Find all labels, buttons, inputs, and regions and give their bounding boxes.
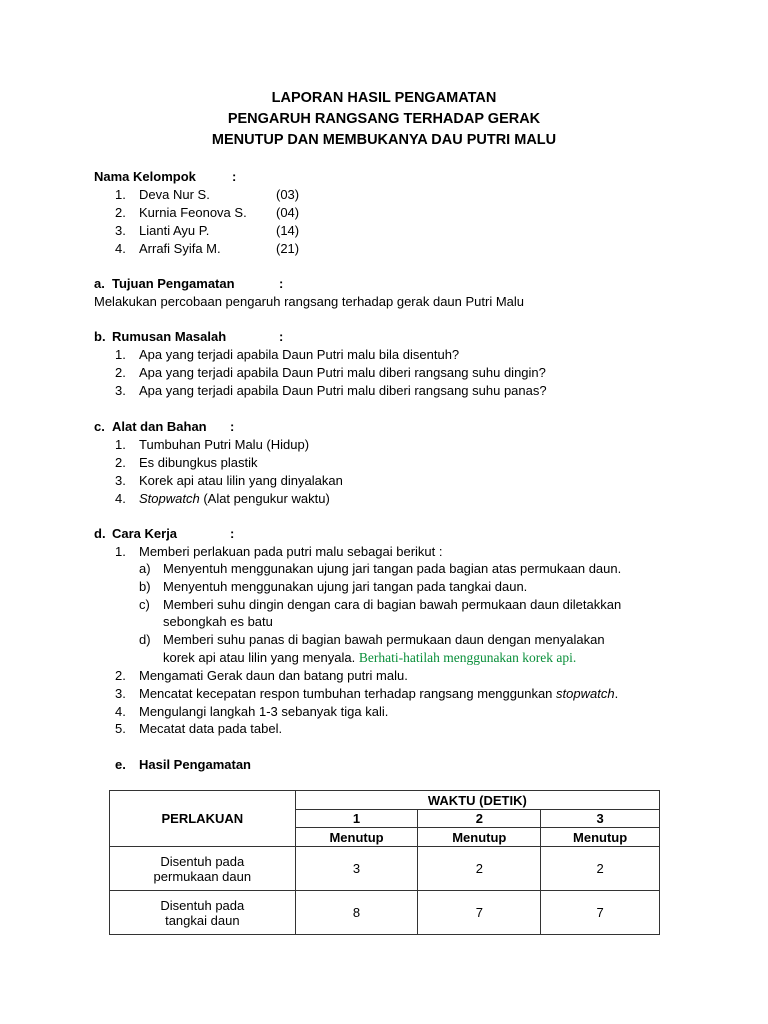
item-number: 3. xyxy=(115,473,126,488)
section-c-colon: : xyxy=(230,419,235,434)
member-2 xyxy=(115,204,247,221)
sub-header: Menutup xyxy=(295,828,418,847)
section-label: Rumusan Masalah xyxy=(112,329,227,344)
member-number: 4. xyxy=(115,241,126,256)
section-a-colon: : xyxy=(279,276,284,291)
member-number: 3. xyxy=(115,223,126,238)
problem-item xyxy=(115,346,459,363)
procedure-substep xyxy=(139,596,621,613)
step-text: Mencatat kecepatan respon tumbuhan terhadap rangsang menggunkan xyxy=(139,686,557,701)
item-text: Apa yang terjadi apabila Daun Putri malu bila disentuh? xyxy=(139,347,460,362)
problem-item xyxy=(115,382,547,399)
substep-marker: c) xyxy=(139,597,150,612)
member-number: 2. xyxy=(115,205,126,220)
trial-header: 1 xyxy=(295,810,418,828)
section-c-heading xyxy=(94,418,207,435)
material-item xyxy=(115,454,258,471)
row-label-line: Disentuh pada xyxy=(160,897,245,913)
step-text: Memberi perlakuan pada putri malu sebagai berikut : xyxy=(139,544,443,559)
warning-note: Berhati-hatilah menggunakan korek api. xyxy=(358,650,577,665)
section-d-colon: : xyxy=(230,526,235,541)
substep-text: Memberi suhu panas di bagian bawah permukaan daun dengan menyalakan xyxy=(163,632,605,647)
section-label: Tujuan Pengamatan xyxy=(112,276,235,291)
member-name: Kurnia Feonova S. xyxy=(139,205,247,220)
section-b-colon: : xyxy=(279,329,284,344)
item-text: Apa yang terjadi apabila Daun Putri malu diberi rangsang suhu dingin? xyxy=(139,365,546,380)
table-cell: 7 xyxy=(418,891,541,935)
member-4-id: (21) xyxy=(276,241,300,256)
member-3-id: (14) xyxy=(276,223,300,238)
section-marker: e. xyxy=(115,757,126,772)
item-number: 2. xyxy=(115,455,126,470)
material-item xyxy=(115,436,309,453)
item-number: 1. xyxy=(115,437,126,452)
substep-text: Memberi suhu dingin dengan cara di bagian bawah permukaan daun diletakkan xyxy=(163,597,622,612)
procedure-step xyxy=(115,543,443,560)
table-row xyxy=(110,891,660,935)
procedure-step xyxy=(115,703,388,720)
problem-item xyxy=(115,364,546,381)
header-waktu: WAKTU (DETIK) xyxy=(295,791,659,810)
section-label: Hasil Pengamatan xyxy=(139,757,251,772)
item-number: 2. xyxy=(115,365,126,380)
section-label: Alat dan Bahan xyxy=(112,419,207,434)
row-label-line: Disentuh pada xyxy=(160,853,245,869)
member-4 xyxy=(115,240,221,257)
procedure-step xyxy=(115,667,408,684)
section-b-heading xyxy=(94,328,226,345)
table-cell: 2 xyxy=(418,847,541,891)
item-number: 1. xyxy=(115,347,126,362)
substep-marker: d) xyxy=(139,632,151,647)
item-text: Tumbuhan Putri Malu (Hidup) xyxy=(139,437,310,452)
item-italic-text: Stopwatch xyxy=(139,491,200,506)
member-number: 1. xyxy=(115,187,126,202)
section-marker: a. xyxy=(94,276,105,291)
step-number: 5. xyxy=(115,721,126,736)
step-text: Mengulangi langkah 1-3 sebanyak tiga kali. xyxy=(139,704,389,719)
report-title: LAPORAN HASIL PENGAMATAN xyxy=(271,90,497,106)
row-label-line: permukaan daun xyxy=(153,868,252,884)
table-cell: 3 xyxy=(295,847,418,891)
material-item xyxy=(115,472,343,489)
substep-text: Menyentuh menggunakan ujung jari tangan pada bagian atas permukaan daun. xyxy=(163,561,622,576)
step-number: 1. xyxy=(115,544,126,559)
item-number: 3. xyxy=(115,383,126,398)
member-1-id: (03) xyxy=(276,187,300,202)
member-name: Arrafi Syifa M. xyxy=(139,241,221,256)
section-marker: b. xyxy=(94,329,106,344)
results-table xyxy=(109,790,660,935)
step-text: Mecatat data pada tabel. xyxy=(139,721,283,736)
procedure-step xyxy=(115,720,282,737)
table-cell: 7 xyxy=(541,891,660,935)
sub-header: Menutup xyxy=(418,828,541,847)
row-label xyxy=(110,891,296,935)
procedure-substep xyxy=(139,560,621,577)
step-italic-text: stopwatch xyxy=(556,686,615,701)
item-text: Es dibungkus plastik xyxy=(139,455,258,470)
member-2-id: (04) xyxy=(276,205,300,220)
section-d-heading xyxy=(94,525,177,542)
trial-header: 2 xyxy=(418,810,541,828)
step-text: Mengamati Gerak daun dan batang putri malu. xyxy=(139,668,408,683)
member-name: Deva Nur S. xyxy=(139,187,210,202)
objective-text: Melakukan percobaan pengaruh rangsang terhadap gerak daun Putri Malu xyxy=(94,294,525,309)
section-label: Cara Kerja xyxy=(112,526,178,541)
section-marker: c. xyxy=(94,419,105,434)
row-label-line: tangkai daun xyxy=(165,912,240,928)
table-cell: 8 xyxy=(295,891,418,935)
substep-continuation: sebongkah es batu xyxy=(163,614,273,629)
report-subtitle-2: MENUTUP DAN MEMBUKANYA DAU PUTRI MALU xyxy=(211,132,557,148)
group-colon: : xyxy=(232,169,237,184)
procedure-substep xyxy=(139,631,605,648)
section-marker: d. xyxy=(94,526,106,541)
item-number: 4. xyxy=(115,491,126,506)
substep-marker: a) xyxy=(139,561,151,576)
substep-continuation xyxy=(163,649,576,666)
step-number: 4. xyxy=(115,704,126,719)
trial-header: 3 xyxy=(541,810,660,828)
material-item xyxy=(115,490,330,507)
item-text: (Alat pengukur waktu) xyxy=(199,491,330,506)
item-text: Apa yang terjadi apabila Daun Putri malu diberi rangsang suhu panas? xyxy=(139,383,547,398)
group-label: Nama Kelompok xyxy=(94,169,196,184)
substep-marker: b) xyxy=(139,579,151,594)
substep-text: korek api atau lilin yang menyala. xyxy=(163,650,356,665)
procedure-substep xyxy=(139,578,527,595)
substep-text: Menyentuh menggunakan ujung jari tangan pada tangkai daun. xyxy=(163,579,528,594)
member-3 xyxy=(115,222,209,239)
report-subtitle: PENGARUH RANGSANG TERHADAP GERAK xyxy=(227,111,541,127)
step-number: 2. xyxy=(115,668,126,683)
member-name: Lianti Ayu P. xyxy=(139,223,210,238)
step-number: 3. xyxy=(115,686,126,701)
section-e-heading xyxy=(115,756,251,773)
table-row xyxy=(110,847,660,891)
row-label xyxy=(110,847,296,891)
member-1 xyxy=(115,186,210,203)
section-a-heading xyxy=(94,275,235,292)
sub-header: Menutup xyxy=(541,828,660,847)
procedure-step xyxy=(115,685,618,702)
header-perlakuan: PERLAKUAN xyxy=(110,791,296,847)
table-cell: 2 xyxy=(541,847,660,891)
item-text: Korek api atau lilin yang dinyalakan xyxy=(139,473,343,488)
step-end: . xyxy=(614,686,619,701)
